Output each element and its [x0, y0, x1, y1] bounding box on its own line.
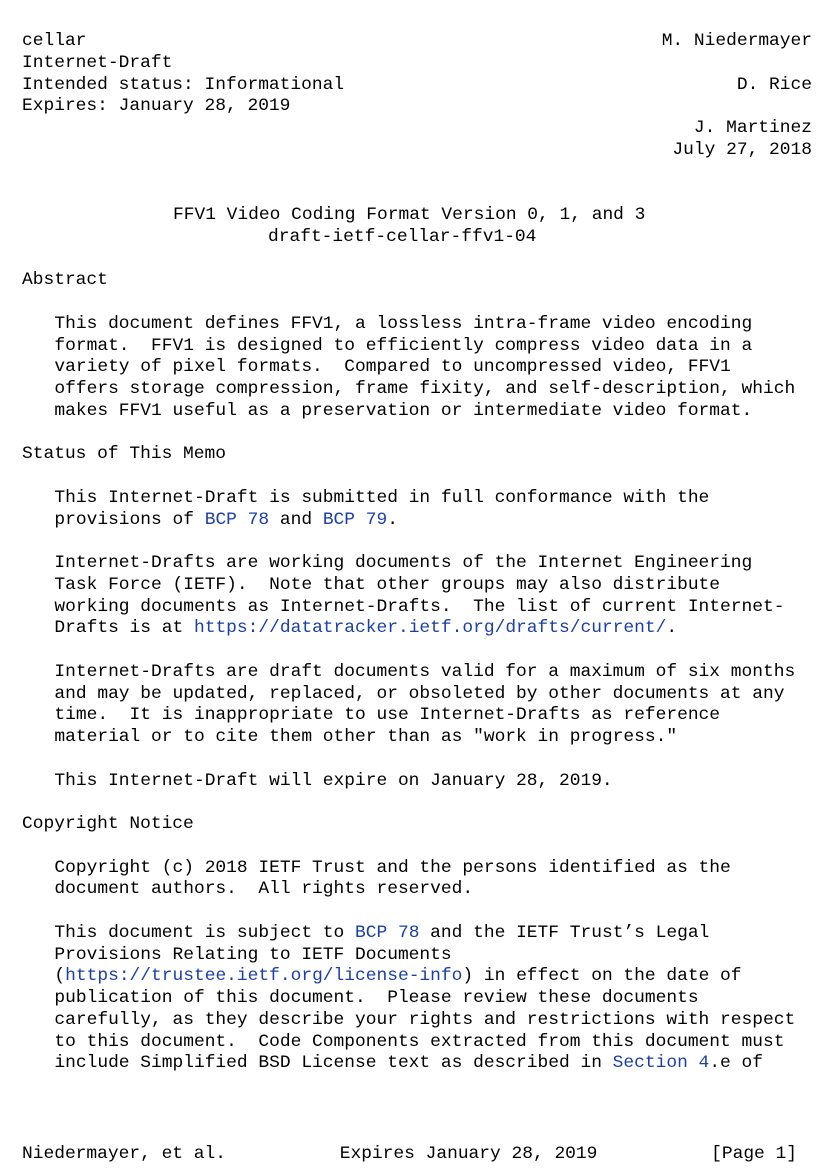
status-line: working documents as Internet-Drafts. The list of current Internet-: [54, 596, 785, 617]
header-expires: Expires: January 28, 2019: [22, 96, 291, 117]
status-line: material or to cite them other than as "work in progress.": [54, 727, 678, 747]
header-doc-type: Internet-Draft: [22, 52, 173, 73]
status-line: Task Force (IETF). Note that other groups may also distribute: [54, 574, 721, 595]
header-row-3: [22, 75, 812, 97]
abstract-line: offers storage compression, frame fixity, and self-description, which: [54, 379, 796, 399]
copyright-line: [22, 923, 812, 945]
status-line: time. It is inappropriate to use Internet-Drafts as reference: [54, 705, 721, 726]
copyright-line: [22, 1053, 812, 1075]
status-line: [22, 618, 812, 640]
copyright-heading: Copyright Notice: [22, 814, 194, 834]
datatracker-link[interactable]: https://datatracker.ietf.org/drafts/current/: [193, 618, 667, 639]
header-row-4: [22, 96, 812, 118]
copyright-text: ) in effect on the date of: [462, 966, 742, 987]
header-intended-status: Intended status: Informational: [22, 74, 345, 95]
document-page: [22, 31, 812, 1075]
status-text: provisions of: [54, 509, 205, 530]
copyright-line: Provisions Relating to IETF Documents: [54, 944, 452, 965]
section-4-link[interactable]: Section 4: [612, 1053, 710, 1074]
header-date: July 27, 2018: [672, 139, 812, 160]
copyright-text: .e of: [709, 1053, 763, 1074]
copyright-line: document authors. All rights reserved.: [54, 879, 474, 900]
copyright-text: and the IETF Trust’s Legal: [419, 922, 710, 943]
status-line: and may be updated, replaced, or obsoleted by other documents at any: [54, 683, 785, 704]
abstract-line: format. FFV1 is designed to efficiently compress video data in a: [54, 335, 753, 356]
copyright-line: [22, 966, 812, 988]
abstract-heading: Abstract: [22, 270, 108, 291]
header-row-1: [22, 31, 812, 53]
header-author-2: D. Rice: [736, 74, 812, 95]
footer-authors: Niedermayer, et al.: [22, 1144, 226, 1164]
footer-page-number: [Page 1]: [711, 1144, 797, 1164]
header-author-3: J. Martinez: [693, 118, 812, 138]
status-line: Internet-Drafts are draft documents valid for a maximum of six months: [54, 661, 796, 682]
copyright-line: Copyright (c) 2018 IETF Trust and the persons identified as the: [54, 857, 731, 878]
bcp78-link[interactable]: BCP 78: [355, 922, 420, 943]
bcp78-link[interactable]: BCP 78: [204, 509, 270, 530]
copyright-text: include Simplified BSD License text as described in: [54, 1053, 613, 1074]
status-line: This Internet-Draft will expire on January 28, 2019.: [54, 770, 613, 791]
abstract-line: variety of pixel formats. Compared to uncompressed video, FFV1: [54, 357, 731, 378]
status-heading: Status of This Memo: [22, 444, 226, 465]
footer-expires: Expires January 28, 2019: [339, 1144, 598, 1164]
header-workgroup: cellar: [22, 31, 87, 51]
status-line: This Internet-Draft is submitted in full conformance with the: [54, 487, 710, 508]
copyright-text: (: [54, 966, 66, 987]
status-text: .: [666, 618, 678, 639]
document-name: draft-ietf-cellar-ffv1-04: [268, 226, 537, 247]
status-text: and: [269, 509, 323, 530]
license-info-link[interactable]: https://trustee.ietf.org/license-info: [65, 966, 463, 987]
copyright-line: to this document. Code Components extracted from this document must: [54, 1031, 785, 1052]
document-title: FFV1 Video Coding Format Version 0, 1, and 3: [173, 205, 646, 225]
status-line: [22, 510, 812, 532]
status-text: .: [387, 509, 398, 530]
header-author-1: M. Niedermayer: [661, 31, 812, 51]
abstract-line: makes FFV1 useful as a preservation or intermediate video format.: [54, 400, 753, 421]
abstract-line: This document defines FFV1, a lossless intra-frame video encoding: [54, 313, 753, 334]
copyright-line: publication of this document. Please review these documents: [54, 988, 699, 1008]
bcp79-link[interactable]: BCP 79: [322, 509, 388, 530]
header-row-2: [22, 53, 812, 75]
page-footer: [22, 1144, 797, 1166]
copyright-line: carefully, as they describe your rights and restrictions with respect: [54, 1009, 796, 1030]
status-text: Drafts is at: [54, 618, 194, 639]
status-line: Internet-Drafts are working documents of the Internet Engineering: [54, 553, 753, 573]
copyright-text: This document is subject to: [54, 922, 356, 943]
